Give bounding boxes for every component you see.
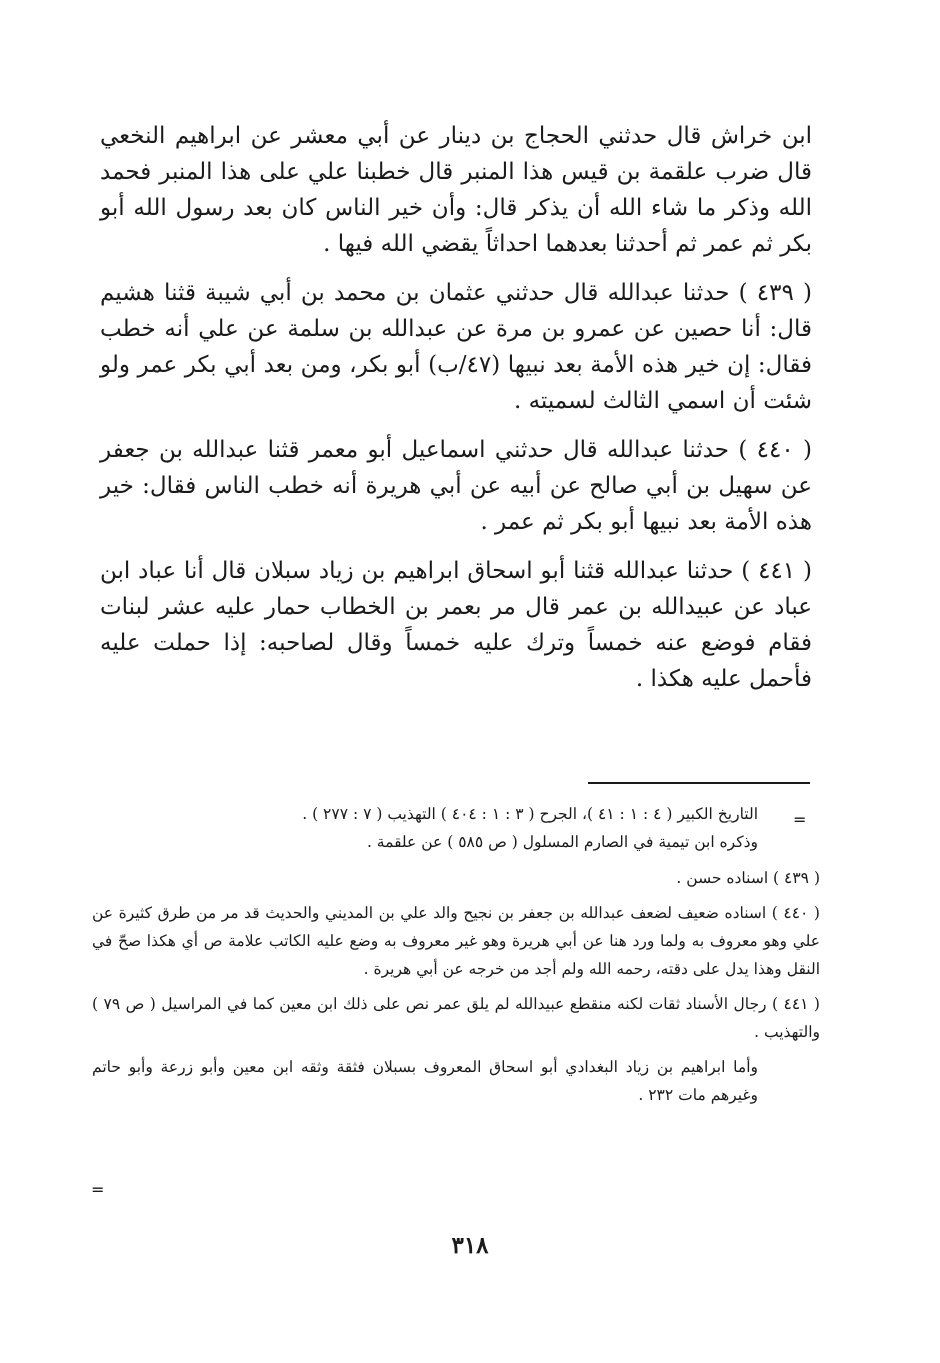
footnote-439: ( ٤٣٩ ) اسناده حسن . (676, 869, 820, 887)
continuation-mark-top: = (793, 810, 807, 829)
main-text (100, 118, 812, 710)
footnote-continued-line2: وذكره ابن تيمية في الصارم المسلول ( ص ٥٨٥ ) عن علقمة . (366, 833, 758, 851)
paragraph-intro: ابن خراش قال حدثني الحجاج بن دينار عن أبي معشر عن ابراهيم النخعي قال ضرب علقمة بن قيس هذا المنبر قال خطبنا علي على هذا المنبر فحمد الله وذكر ما شاء الله أن يذكر قال: وأن خير الناس كان بعد رسول الله أبو بكر ثم عمر ثم أحدثنا بعدهما احداثاً يقضي الله فيها . (100, 123, 812, 257)
continuation-mark-bottom: = (91, 1180, 105, 1199)
paragraph-441: ( ٤٤١ ) حدثنا عبدالله قثنا أبو اسحاق ابراهيم بن زياد سبلان قال أنا عباد ابن عباد عن عبيدالله بن عمر قال مر بعمر بن الخطاب حمار عليه عشر لبنات فقام فوضع عنه خمساً وترك عليه خمساً وقال لصاحبه: إذا حملت عليه فأحمل عليه هكذا . (100, 558, 812, 692)
footnotes (92, 800, 820, 1116)
footnote-continued-line1: التاريخ الكبير ( ٤ : ١ : ٤١ )، الجرح ( ٣ : ١ : ٤٠٤ ) التهذيب ( ٧ : ٢٧٧ ) . (302, 805, 758, 823)
page-number: ٣١٨ (451, 1232, 489, 1259)
paragraph-440: ( ٤٤٠ ) حدثنا عبدالله قال حدثني اسماعيل أبو معمر قثنا عبدالله بن جعفر عن سهيل بن أبي صالح عن أبيه عن أبي هريرة أنه خطب الناس فقال: خير هذه الأمة بعد نبيها أبو بكر ثم عمر . (100, 437, 812, 535)
paragraph-439: ( ٤٣٩ ) حدثنا عبدالله قال حدثني عثمان بن محمد بن أبي شيبة قثنا هشيم قال: أنا حصين عن عمرو بن مرة عن عبدالله بن سلمة عن علي أنه خطب فقال: إن خير هذه الأمة بعد نبيها (٤٧/ب) أبو بكر، ومن بعد أبي بكر عمر ولو شئت أن اسمي الثالث لسميته . (100, 280, 812, 414)
footnote-441: ( ٤٤١ ) رجال الأسناد ثقات لكنه منقطع عبيدالله لم يلق عمر نص على ذلك ابن معين كما في المراسيل ( ص ٧٩ ) والتهذيب . (92, 995, 820, 1041)
footnote-441-addendum: وأما ابراهيم بن زياد البغدادي أبو اسحاق المعروف بسبلان فثقة وثقه ابن معين وأبو زرعة وأبو حاتم وغيرهم مات ٢٣٢ . (92, 1058, 758, 1104)
footnote-separator (588, 782, 810, 784)
footnote-440: ( ٤٤٠ ) اسناده ضعيف لضعف عبدالله بن جعفر بن نجيح والد علي بن المديني والحديث قد مر من طرق كثيرة عن علي وهو معروف به ولما ورد هنا عن أبي هريرة وهو غير معروف به وضع عليه الكاتب علامة ص أي هكذا صحّ في النقل وهذا يدل على دقته، رحمه الله ولم أجد من خرجه عن أبي هريرة . (92, 904, 820, 978)
